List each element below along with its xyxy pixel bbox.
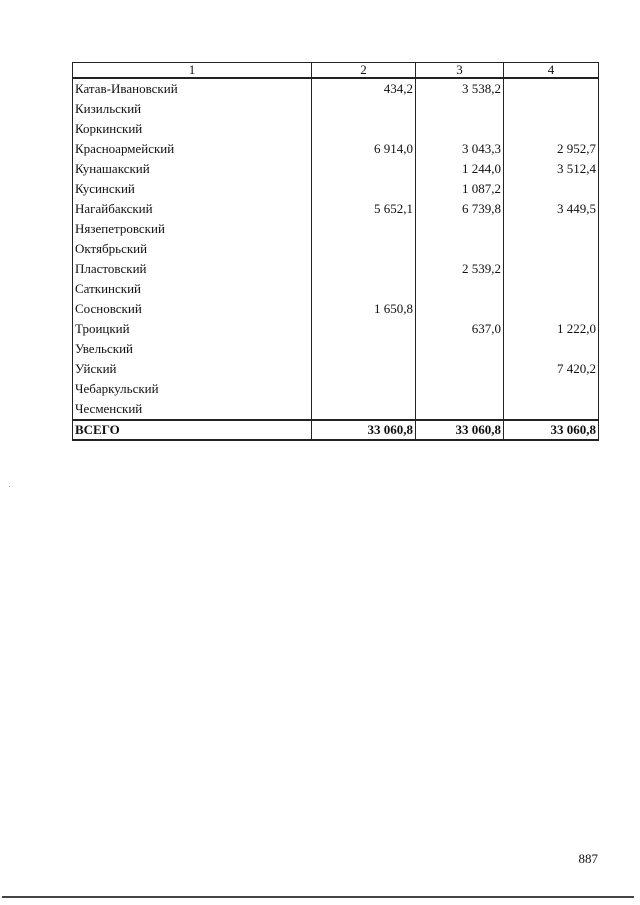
value-col2-cell: 1 650,8 <box>312 299 416 319</box>
data-table <box>72 62 599 441</box>
value-col2-cell <box>312 119 416 139</box>
column-header-3: 3 <box>416 63 504 79</box>
table-row <box>73 339 599 359</box>
value-col4-cell: 3 449,5 <box>504 199 599 219</box>
table-row <box>73 99 599 119</box>
total-value-col3: 33 060,8 <box>416 420 504 440</box>
district-name-cell: Кунашакский <box>73 159 312 179</box>
total-value-col2: 33 060,8 <box>312 420 416 440</box>
value-col4-cell <box>504 339 599 359</box>
value-col4-cell <box>504 399 599 420</box>
value-col2-cell <box>312 399 416 420</box>
district-name-cell: Кусинский <box>73 179 312 199</box>
table-header <box>73 63 599 79</box>
total-row <box>73 420 599 440</box>
scan-edge-line <box>2 896 634 898</box>
table-body <box>73 78 599 420</box>
total-label: ВСЕГО <box>73 420 312 440</box>
table-row <box>73 179 599 199</box>
district-name-cell: Красноармейский <box>73 139 312 159</box>
value-col4-cell <box>504 119 599 139</box>
value-col2-cell <box>312 179 416 199</box>
table-row <box>73 239 599 259</box>
value-col2-cell <box>312 99 416 119</box>
district-name-cell: Кизильский <box>73 99 312 119</box>
district-name-cell: Пластовский <box>73 259 312 279</box>
district-name-cell: Чесменский <box>73 399 312 420</box>
value-col3-cell: 2 539,2 <box>416 259 504 279</box>
table-row <box>73 379 599 399</box>
district-name-cell: Сосновский <box>73 299 312 319</box>
total-value-col4: 33 060,8 <box>504 420 599 440</box>
value-col4-cell: 2 952,7 <box>504 139 599 159</box>
value-col2-cell <box>312 279 416 299</box>
table-row <box>73 119 599 139</box>
column-header-2: 2 <box>312 63 416 79</box>
value-col3-cell <box>416 239 504 259</box>
table-row <box>73 359 599 379</box>
value-col2-cell <box>312 319 416 339</box>
table-row <box>73 259 599 279</box>
table-row <box>73 219 599 239</box>
table-row <box>73 159 599 179</box>
value-col2-cell <box>312 219 416 239</box>
value-col4-cell <box>504 239 599 259</box>
district-name-cell: Троицкий <box>73 319 312 339</box>
district-name-cell: Нагайбакский <box>73 199 312 219</box>
value-col4-cell <box>504 279 599 299</box>
table-row <box>73 399 599 420</box>
page-number: 887 <box>578 851 598 866</box>
column-header-1: 1 <box>73 63 312 79</box>
value-col3-cell <box>416 119 504 139</box>
table-row <box>73 319 599 339</box>
value-col3-cell <box>416 379 504 399</box>
value-col3-cell: 637,0 <box>416 319 504 339</box>
district-name-cell: Чебаркульский <box>73 379 312 399</box>
value-col4-cell <box>504 299 599 319</box>
value-col3-cell: 3 538,2 <box>416 78 504 99</box>
district-name-cell: Увельский <box>73 339 312 359</box>
district-name-cell: Октябрьский <box>73 239 312 259</box>
value-col4-cell <box>504 99 599 119</box>
value-col4-cell <box>504 179 599 199</box>
value-col2-cell <box>312 159 416 179</box>
value-col3-cell <box>416 399 504 420</box>
value-col3-cell: 1 087,2 <box>416 179 504 199</box>
value-col3-cell <box>416 219 504 239</box>
value-col4-cell: 3 512,4 <box>504 159 599 179</box>
district-name-cell: Коркинский <box>73 119 312 139</box>
district-name-cell: Уйский <box>73 359 312 379</box>
value-col4-cell <box>504 78 599 99</box>
value-col4-cell <box>504 379 599 399</box>
value-col3-cell <box>416 279 504 299</box>
value-col3-cell: 1 244,0 <box>416 159 504 179</box>
value-col2-cell <box>312 379 416 399</box>
district-name-cell: Катав-Ивановский <box>73 78 312 99</box>
table-row <box>73 299 599 319</box>
value-col4-cell <box>504 259 599 279</box>
scan-speck <box>9 486 10 487</box>
district-name-cell: Нязепетровский <box>73 219 312 239</box>
header-row <box>73 63 599 79</box>
table-row <box>73 78 599 99</box>
value-col2-cell: 434,2 <box>312 78 416 99</box>
value-col2-cell <box>312 359 416 379</box>
district-name-cell: Саткинский <box>73 279 312 299</box>
table-row <box>73 139 599 159</box>
value-col3-cell <box>416 339 504 359</box>
value-col2-cell: 6 914,0 <box>312 139 416 159</box>
value-col3-cell: 3 043,3 <box>416 139 504 159</box>
value-col4-cell: 7 420,2 <box>504 359 599 379</box>
value-col4-cell <box>504 219 599 239</box>
column-header-4: 4 <box>504 63 599 79</box>
value-col2-cell <box>312 259 416 279</box>
value-col2-cell: 5 652,1 <box>312 199 416 219</box>
value-col3-cell <box>416 99 504 119</box>
value-col2-cell <box>312 239 416 259</box>
value-col3-cell <box>416 359 504 379</box>
value-col2-cell <box>312 339 416 359</box>
value-col4-cell: 1 222,0 <box>504 319 599 339</box>
value-col3-cell: 6 739,8 <box>416 199 504 219</box>
table-row <box>73 279 599 299</box>
table-row <box>73 199 599 219</box>
value-col3-cell <box>416 299 504 319</box>
